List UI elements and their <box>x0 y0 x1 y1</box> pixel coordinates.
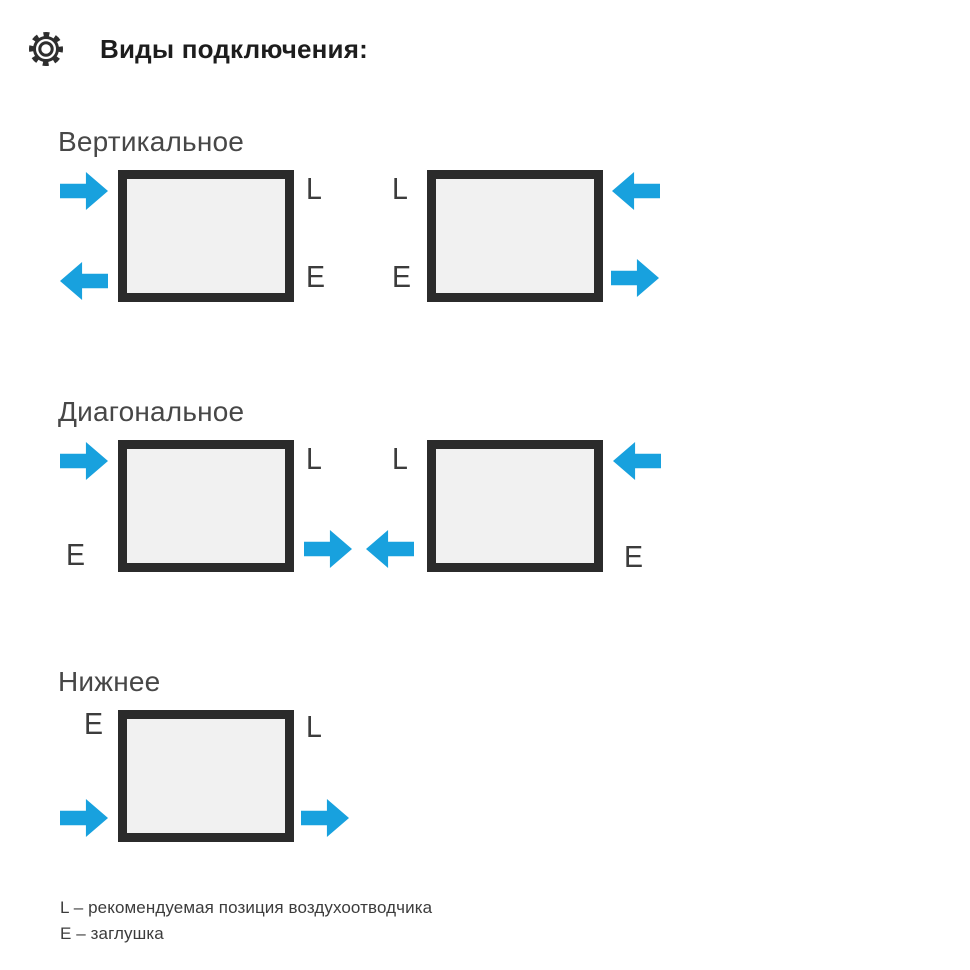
arrow-right-icon <box>301 799 349 837</box>
page-title: Виды подключения: <box>100 34 368 64</box>
section-title-vertical: Вертикальное <box>58 126 245 157</box>
port-label-plug: E <box>392 259 412 294</box>
port-label-air-vent: L <box>392 441 408 476</box>
legend <box>60 898 432 944</box>
radiator-rect <box>427 170 603 302</box>
port-label-plug: E <box>624 539 644 574</box>
section-title-diagonal: Диагональное <box>58 396 245 427</box>
port-label-plug: E <box>66 537 86 572</box>
port-label-plug: E <box>84 706 104 741</box>
arrow-left-icon <box>612 172 660 210</box>
port-label-air-vent: L <box>306 709 322 744</box>
arrow-left-icon <box>60 262 108 300</box>
legend-line-plug: E – заглушка <box>60 924 164 943</box>
radiator-rect <box>118 710 294 842</box>
arrow-left-icon <box>613 442 661 480</box>
radiator-rect <box>118 170 294 302</box>
arrow-right-icon <box>304 530 352 568</box>
section-title-bottom: Нижнее <box>58 666 161 697</box>
arrow-left-icon <box>366 530 414 568</box>
arrow-right-icon <box>611 259 659 297</box>
legend-line-air-vent: L – рекомендуемая позиция воздухоотводчика <box>60 898 433 917</box>
arrow-right-icon <box>60 799 108 837</box>
radiator-rect <box>118 440 294 572</box>
gear-icon <box>26 28 66 68</box>
arrow-right-icon <box>60 172 108 210</box>
arrow-right-icon <box>60 442 108 480</box>
port-label-air-vent: L <box>392 171 408 206</box>
port-label-plug: E <box>306 259 326 294</box>
radiator-rect <box>427 440 603 572</box>
port-label-air-vent: L <box>306 171 322 206</box>
port-label-air-vent: L <box>306 441 322 476</box>
